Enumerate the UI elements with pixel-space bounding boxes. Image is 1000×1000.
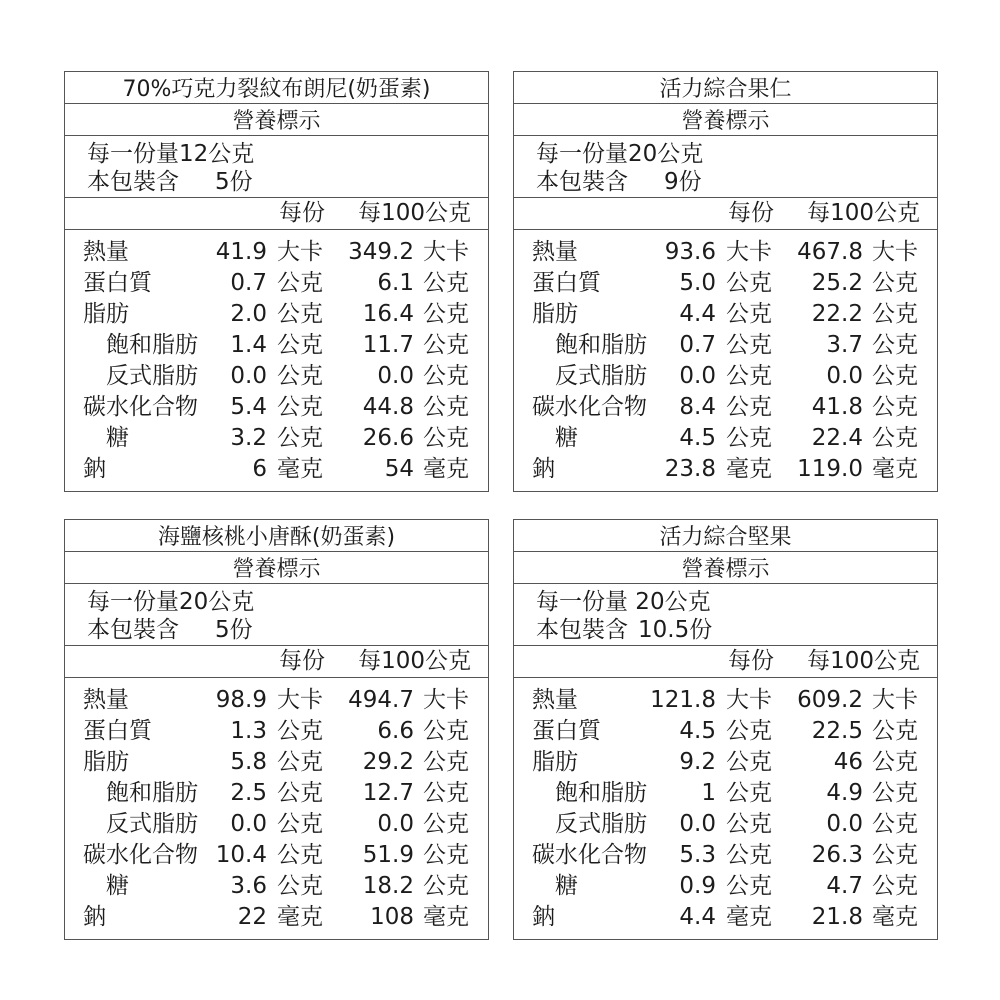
per-serving-value: 41.9 [215,239,267,265]
nutrition-heading: 營養標示 [65,104,488,136]
nutrient-table [65,230,488,485]
per-100g-value: 6.6 [377,718,414,744]
nutrient-row [65,778,488,809]
nutrient-row [65,454,488,485]
per-100g-value: 41.8 [811,394,863,420]
nutrient-name: 鈉 [83,904,106,930]
per-100g-value: 11.7 [362,332,414,358]
per-100g-unit: 大卡 [423,239,469,265]
per-100g-unit: 公克 [872,780,918,806]
nutrient-name: 糖 [106,425,129,451]
per-100g-value: 12.7 [362,780,414,806]
nutrient-name: 蛋白質 [83,718,152,744]
column-per-100g: 每100公克 [358,648,471,674]
per-serving-unit: 公克 [726,270,772,296]
nutrient-name: 蛋白質 [532,718,601,744]
per-serving-unit: 毫克 [726,456,772,482]
per-100g-value: 25.2 [811,270,863,296]
servings-value: 9份 [664,169,702,195]
per-100g-unit: 毫克 [423,456,469,482]
nutrient-name: 糖 [555,873,578,899]
column-per-100g: 每100公克 [807,648,920,674]
per-100g-unit: 公克 [423,270,469,296]
per-100g-value: 0.0 [826,363,863,389]
per-serving-value: 1.3 [230,718,267,744]
per-serving-unit: 大卡 [726,687,772,713]
column-header [65,646,488,678]
per-serving-unit: 公克 [277,718,323,744]
nutrient-name: 脂肪 [532,301,578,327]
column-per-serving: 每份 [728,200,774,226]
servings-label: 本包裝含 [87,617,179,643]
nutrient-row [514,299,937,330]
per-serving-unit: 公克 [726,425,772,451]
servings-label: 本包裝含 [536,169,628,195]
nutrient-name: 鈉 [83,456,106,482]
per-serving-unit: 公克 [726,394,772,420]
per-serving-value: 9.2 [679,749,716,775]
nutrient-row [514,268,937,299]
per-serving-value: 2.5 [230,780,267,806]
per-serving-value: 2.0 [230,301,267,327]
per-100g-unit: 公克 [423,780,469,806]
per-serving-value: 93.6 [664,239,716,265]
serving-size: 每一份量12公克 [87,141,255,167]
per-serving-unit: 公克 [726,873,772,899]
nutrient-row [65,809,488,840]
nutrient-name: 脂肪 [83,301,129,327]
column-header [65,198,488,230]
per-100g-unit: 公克 [872,718,918,744]
per-100g-unit: 公克 [872,873,918,899]
per-serving-unit: 公克 [277,363,323,389]
per-100g-value: 54 [384,456,414,482]
per-serving-value: 4.5 [679,425,716,451]
nutrient-row [514,237,937,268]
nutrient-name: 熱量 [83,239,129,265]
serving-size-line [87,588,488,616]
per-100g-value: 0.0 [377,811,414,837]
per-serving-unit: 公克 [277,425,323,451]
per-100g-unit: 公克 [423,811,469,837]
nutrient-row [514,902,937,933]
per-100g-unit: 毫克 [423,904,469,930]
nutrient-row [514,330,937,361]
nutrient-row [65,361,488,392]
per-serving-unit: 毫克 [277,904,323,930]
per-100g-unit: 大卡 [423,687,469,713]
nutrient-row [514,840,937,871]
per-serving-value: 0.0 [679,363,716,389]
nutrient-name: 鈉 [532,456,555,482]
per-100g-value: 16.4 [362,301,414,327]
per-100g-unit: 公克 [423,425,469,451]
nutrient-name: 反式脂肪 [555,363,647,389]
per-serving-value: 0.7 [679,332,716,358]
per-serving-value: 5.8 [230,749,267,775]
per-serving-value: 3.2 [230,425,267,451]
per-serving-value: 5.3 [679,842,716,868]
per-serving-unit: 公克 [277,394,323,420]
nutrient-row [514,454,937,485]
serving-info [65,136,488,198]
servings-value: 10.5份 [638,617,713,643]
product-name: 活力綜合堅果 [514,520,937,552]
servings-per-package-line [87,168,488,196]
nutrient-row [65,871,488,902]
per-100g-unit: 大卡 [872,687,918,713]
per-serving-value: 0.7 [230,270,267,296]
serving-size-line [536,140,937,168]
nutrient-name: 碳水化合物 [532,842,647,868]
per-serving-unit: 公克 [726,363,772,389]
nutrient-name: 糖 [555,425,578,451]
servings-per-package-line [536,616,937,644]
per-100g-unit: 公克 [423,363,469,389]
nutrient-row [65,747,488,778]
per-100g-value: 0.0 [826,811,863,837]
nutrient-name: 糖 [106,873,129,899]
nutrient-name: 飽和脂肪 [555,332,647,358]
per-100g-unit: 公克 [423,332,469,358]
per-serving-value: 98.9 [215,687,267,713]
per-100g-value: 3.7 [826,332,863,358]
per-serving-unit: 公克 [726,842,772,868]
per-100g-unit: 公克 [872,749,918,775]
nutrient-row [65,392,488,423]
per-serving-unit: 公克 [277,270,323,296]
servings-per-package-line [87,616,488,644]
serving-size: 每一份量 20公克 [536,589,711,615]
nutrient-name: 熱量 [532,687,578,713]
per-serving-unit: 毫克 [277,456,323,482]
per-100g-unit: 公克 [872,332,918,358]
per-serving-value: 6 [252,456,267,482]
column-header [514,646,937,678]
nutrition-heading: 營養標示 [65,552,488,584]
nutrition-heading: 營養標示 [514,104,937,136]
nutrition-heading: 營養標示 [514,552,937,584]
per-serving-value: 1 [701,780,716,806]
nutrient-row [65,423,488,454]
product-name: 海鹽核桃小唐酥(奶蛋素) [65,520,488,552]
nutrient-name: 蛋白質 [532,270,601,296]
nutrition-label-brownie [64,71,489,492]
nutrient-row [65,299,488,330]
per-serving-value: 22 [237,904,267,930]
serving-size: 每一份量20公克 [87,589,255,615]
per-100g-value: 29.2 [362,749,414,775]
per-serving-unit: 公克 [277,811,323,837]
per-100g-unit: 公克 [872,394,918,420]
nutrient-table [514,230,937,485]
nutrient-row [514,871,937,902]
nutrient-table [514,678,937,933]
nutrient-name: 反式脂肪 [106,811,198,837]
nutrient-name: 熱量 [83,687,129,713]
per-serving-unit: 毫克 [726,904,772,930]
nutrient-row [65,685,488,716]
per-serving-unit: 公克 [277,780,323,806]
nutrition-label-mixed-kernels [513,71,938,492]
per-serving-value: 0.0 [230,811,267,837]
nutrient-name: 鈉 [532,904,555,930]
per-100g-value: 609.2 [797,687,863,713]
column-per-100g: 每100公克 [807,200,920,226]
nutrient-name: 反式脂肪 [555,811,647,837]
per-serving-value: 4.5 [679,718,716,744]
per-100g-value: 6.1 [377,270,414,296]
servings-value: 5份 [215,169,253,195]
per-serving-unit: 公克 [726,332,772,358]
nutrient-row [65,840,488,871]
per-serving-value: 8.4 [679,394,716,420]
per-100g-unit: 公克 [872,363,918,389]
per-100g-value: 26.6 [362,425,414,451]
per-100g-unit: 公克 [872,270,918,296]
per-100g-value: 467.8 [797,239,863,265]
nutrient-name: 碳水化合物 [83,842,198,868]
per-serving-value: 10.4 [215,842,267,868]
per-100g-value: 44.8 [362,394,414,420]
per-serving-unit: 公克 [277,842,323,868]
nutrient-row [65,716,488,747]
servings-label: 本包裝含 [87,169,179,195]
nutrient-row [65,902,488,933]
per-serving-value: 23.8 [664,456,716,482]
product-name: 活力綜合果仁 [514,72,937,104]
column-per-serving: 每份 [279,200,325,226]
per-100g-unit: 公克 [423,301,469,327]
serving-info [514,584,937,646]
per-100g-value: 21.8 [811,904,863,930]
per-serving-value: 121.8 [650,687,716,713]
per-serving-unit: 大卡 [277,239,323,265]
servings-per-package-line [536,168,937,196]
column-header [514,198,937,230]
nutrient-name: 脂肪 [83,749,129,775]
nutrient-row [514,778,937,809]
per-serving-value: 1.4 [230,332,267,358]
nutrient-name: 飽和脂肪 [555,780,647,806]
column-per-100g: 每100公克 [358,200,471,226]
per-serving-value: 0.0 [230,363,267,389]
per-100g-value: 494.7 [348,687,414,713]
column-per-serving: 每份 [279,648,325,674]
per-100g-value: 108 [370,904,414,930]
serving-info [514,136,937,198]
per-serving-unit: 公克 [277,873,323,899]
nutrient-name: 脂肪 [532,749,578,775]
per-serving-value: 0.9 [679,873,716,899]
per-100g-unit: 公克 [423,873,469,899]
nutrient-row [514,392,937,423]
nutrient-row [514,685,937,716]
per-100g-unit: 公克 [423,718,469,744]
nutrient-name: 蛋白質 [83,270,152,296]
nutrient-row [65,237,488,268]
per-100g-unit: 毫克 [872,456,918,482]
nutrient-row [65,268,488,299]
per-100g-value: 4.9 [826,780,863,806]
nutrient-table [65,678,488,933]
per-100g-unit: 公克 [423,842,469,868]
per-serving-unit: 大卡 [726,239,772,265]
per-100g-unit: 公克 [872,842,918,868]
nutrient-row [514,716,937,747]
per-serving-unit: 公克 [277,332,323,358]
serving-size: 每一份量20公克 [536,141,704,167]
serving-size-line [536,588,937,616]
per-serving-unit: 公克 [726,780,772,806]
per-serving-unit: 公克 [277,301,323,327]
per-serving-value: 3.6 [230,873,267,899]
per-100g-unit: 公克 [423,394,469,420]
serving-info [65,584,488,646]
per-100g-unit: 公克 [423,749,469,775]
per-serving-value: 0.0 [679,811,716,837]
nutrient-row [514,809,937,840]
nutrient-row [514,361,937,392]
per-serving-unit: 公克 [726,749,772,775]
per-100g-value: 18.2 [362,873,414,899]
nutrient-name: 碳水化合物 [83,394,198,420]
nutrient-name: 反式脂肪 [106,363,198,389]
serving-size-line [87,140,488,168]
servings-label: 本包裝含 [536,617,628,643]
per-100g-value: 22.5 [811,718,863,744]
per-100g-value: 349.2 [348,239,414,265]
per-100g-value: 4.7 [826,873,863,899]
per-100g-value: 119.0 [797,456,863,482]
per-100g-value: 22.2 [811,301,863,327]
per-serving-unit: 公克 [277,749,323,775]
per-100g-unit: 大卡 [872,239,918,265]
per-serving-unit: 公克 [726,301,772,327]
per-serving-value: 5.4 [230,394,267,420]
per-100g-unit: 公克 [872,301,918,327]
per-serving-unit: 公克 [726,718,772,744]
nutrient-name: 碳水化合物 [532,394,647,420]
nutrient-row [514,747,937,778]
per-100g-unit: 公克 [872,425,918,451]
per-serving-value: 4.4 [679,904,716,930]
nutrient-row [514,423,937,454]
column-per-serving: 每份 [728,648,774,674]
nutrition-label-walnut-crisp [64,519,489,940]
nutrient-name: 飽和脂肪 [106,780,198,806]
per-100g-unit: 毫克 [872,904,918,930]
per-100g-value: 22.4 [811,425,863,451]
nutrient-row [65,330,488,361]
nutrition-label-mixed-nuts [513,519,938,940]
per-100g-value: 46 [833,749,863,775]
per-100g-value: 26.3 [811,842,863,868]
per-serving-unit: 公克 [726,811,772,837]
per-serving-unit: 大卡 [277,687,323,713]
per-serving-value: 4.4 [679,301,716,327]
per-100g-value: 51.9 [362,842,414,868]
nutrient-name: 熱量 [532,239,578,265]
product-name: 70%巧克力裂紋布朗尼(奶蛋素) [65,72,488,104]
servings-value: 5份 [215,617,253,643]
per-100g-unit: 公克 [872,811,918,837]
per-serving-value: 5.0 [679,270,716,296]
per-100g-value: 0.0 [377,363,414,389]
nutrient-name: 飽和脂肪 [106,332,198,358]
